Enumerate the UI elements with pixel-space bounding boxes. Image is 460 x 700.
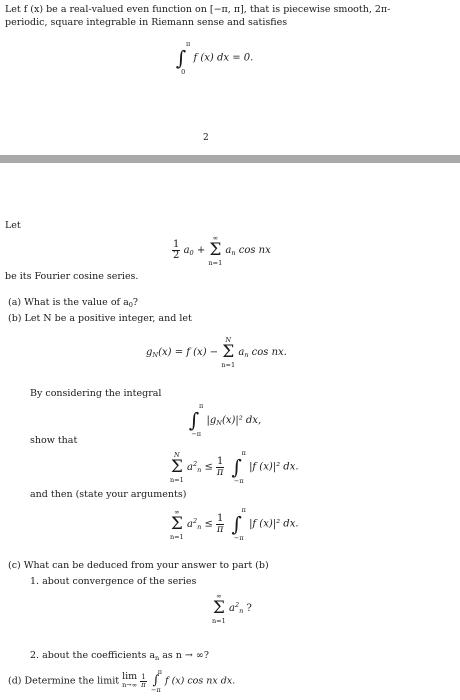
integral-sign: ∫ — [188, 408, 200, 432]
series-sum-a-squared: ∞ Σ n=1 $a^2_n$ ? — [212, 592, 252, 625]
inequality-2: ∞ Σ n=1 $a^2_n$ ≤ $\frac{1}{\pi}$ π ∫ −π |f (x)|² dx. — [170, 506, 299, 542]
considering-text: By considering the integral — [30, 388, 162, 399]
half-fraction: $\frac{1}{2}$ — [173, 239, 180, 261]
integral-limits: π ∫ 0 — [175, 40, 191, 76]
sum-sign-N: N Σ n=1 — [221, 336, 236, 369]
let-label: Let — [5, 220, 21, 231]
condition-text: f (x) dx = 0. — [193, 52, 254, 64]
be-its-text: be its Fourier cosine series. — [5, 271, 139, 282]
show-that-text: show that — [30, 435, 78, 446]
gn-definition: $g_N(x) = f$ (x) − N Σ n=1 $a_n$ cos nx. — [146, 336, 287, 369]
question-c-2: 2. about the coefficients $a_n$ as n → ∞? — [30, 650, 209, 662]
sum-sign: ∞ Σ n=1 — [208, 234, 223, 267]
question-a: (a) What is the value of $a_0$? — [8, 297, 138, 309]
and-then-text: and then (state your arguments) — [30, 489, 187, 500]
question-d: (d) Determine the limit lim n→∞ $\frac{1}{\pi}$ π ∫ −π f (x) cos nx dx. — [8, 668, 236, 694]
question-c: (c) What can be deduced from your answer to part (b) — [8, 560, 269, 571]
inequality-1: N Σ n=1 $a^2_n$ ≤ $\frac{1}{\pi}$ π ∫ −π |f (x)|² dx. — [170, 449, 299, 485]
condition-equation — [172, 40, 253, 76]
intro-line-1: Let f (x) be a real-valued even function on [−π, π], that is piecewise smooth, 2π- — [5, 4, 391, 15]
fourier-series: $\frac{1}{2}$ $a_0$ + ∞ Σ n=1 $a_n$ cos nx — [173, 234, 271, 267]
question-b: (b) Let N be a positive integer, and let — [8, 313, 192, 324]
page-number: 2 — [203, 133, 209, 143]
gn-integral: π ∫ −π $|g_N(x)|^2$ dx, — [188, 402, 262, 438]
question-c-1: 1. about convergence of the series — [30, 576, 197, 587]
intro-line-2: periodic, square integrable in Riemann sense and satisfies — [5, 17, 288, 28]
page-divider — [0, 155, 460, 163]
integral-sign: ∫ — [175, 46, 187, 70]
